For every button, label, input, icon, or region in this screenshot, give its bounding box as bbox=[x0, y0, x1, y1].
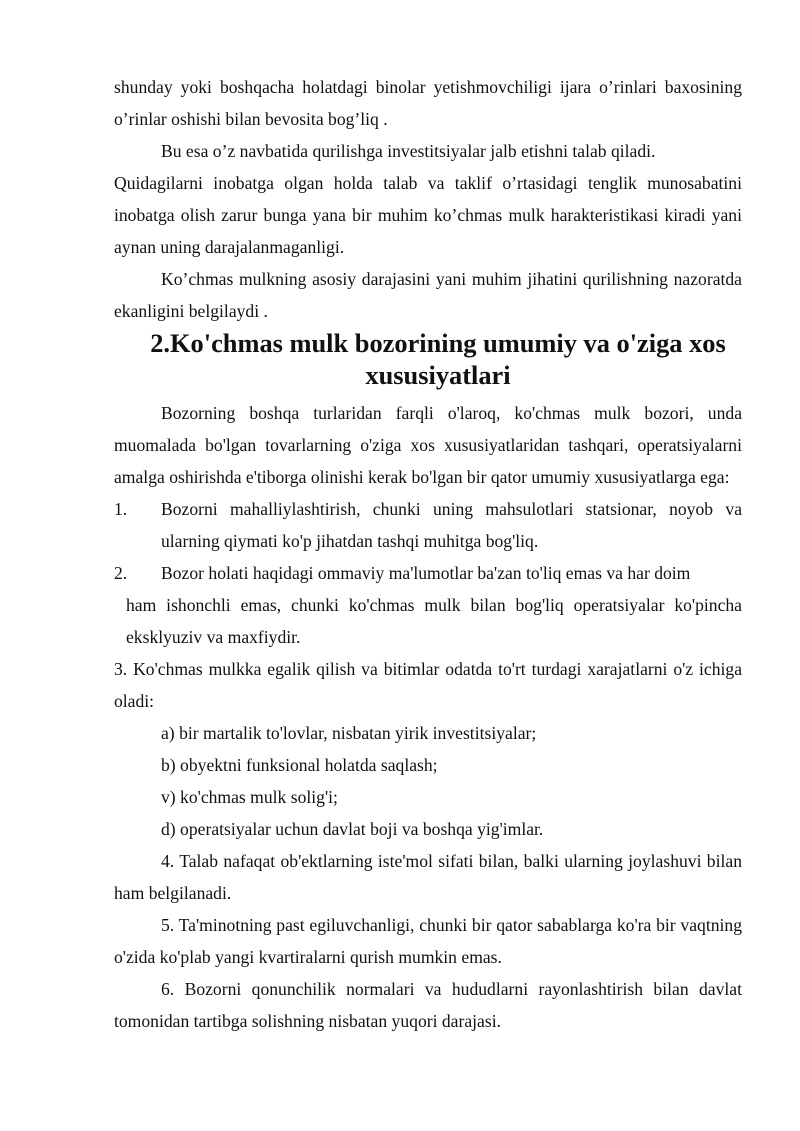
list-item bbox=[114, 493, 742, 557]
list-item-number: 1. bbox=[114, 499, 128, 519]
list-item: 4. Talab nafaqat ob'ektlarning iste'mol sifati bilan, balki ularning joylashuvi bilan ham belgilanadi. bbox=[114, 851, 742, 903]
list-item: 5. Ta'minotning past egiluvchanligi, chunki bir qator sabablarga ko'ra bir vaqtning o'zida ko'plab yangi kvartiralarni qurish mumkin emas. bbox=[114, 915, 742, 967]
list-item: 3. Ko'chmas mulkka egalik qilish va bitimlar odatda to'rt turdagi xarajatlarni o'z ichiga oladi: bbox=[114, 659, 742, 711]
list-item-first-line bbox=[114, 557, 742, 589]
section-heading: 2.Ko'chmas mulk bozorining umumiy va o'ziga xos xususiyatlari bbox=[150, 328, 726, 390]
paragraph: Bozorning boshqa turlaridan farqli o'laroq, ko'chmas mulk bozori, unda muomalada bo'lgan tovarlarning o'ziga xos xususiyatlaridan tashqari, operatsiyalarni amalga oshirishda e'tiborga olinishi kerak bo'lgan bir qator umumiy xususiyatlarga ega: bbox=[114, 403, 742, 487]
paragraph: shunday yoki boshqacha holatdagi binolar yetishmovchiligi ijara o’rinlari baxosining o’rinlar oshishi bilan bevosita bog’liq . bbox=[114, 77, 742, 129]
paragraph: Quidagilarni inobatga olgan holda talab va taklif o’rtasidagi tenglik munosabatini inobatga olish zarur bunga yana bir muhim ko’chmas mulk harakteristikasi kiradi yani aynan uning darajalanmaganligi. bbox=[114, 173, 742, 257]
list-item bbox=[114, 557, 742, 653]
list-item: 6. Bozorni qonunchilik normalari va hududlarni rayonlashtirish bilan davlat tomonidan tartibga solishning nisbatan yuqori darajasi. bbox=[114, 979, 742, 1031]
list-item-text bbox=[161, 493, 742, 557]
sub-list-item: v) ko'chmas mulk solig'i; bbox=[161, 787, 338, 807]
document-body bbox=[114, 71, 742, 1037]
paragraph: Bu esa o’z navbatida qurilishga investitsiyalar jalb etishni talab qiladi. bbox=[161, 141, 656, 161]
list-item-continuation: ham ishonchli emas, chunki ko'chmas mulk bilan bog'liq operatsiyalar ko'pincha eksklyuziv va maxfiydir. bbox=[126, 595, 742, 647]
sub-list-item: d) operatsiyalar uchun davlat boji va boshqa yig'imlar. bbox=[161, 819, 544, 839]
paragraph: Ko’chmas mulkning asosiy darajasini yani muhim jihatini qurilishning nazoratda ekanligini belgilaydi . bbox=[114, 269, 742, 321]
list-item-text: Bozor holati haqidagi ommaviy ma'lumotlar ba'zan to'liq emas va har doim bbox=[161, 563, 691, 583]
list-item-text-content: Bozorni mahalliylashtirish, chunki uning mahsulotlari statsionar, noyob va ularning qiymati ko'p jihatdan tashqi muhitga bog'liq. bbox=[161, 499, 742, 551]
sub-list-item: a) bir martalik to'lovlar, nisbatan yirik investitsiyalar; bbox=[161, 723, 537, 743]
list-item-number: 2. bbox=[114, 563, 128, 583]
sub-list-item: b) obyektni funksional holatda saqlash; bbox=[161, 755, 438, 775]
